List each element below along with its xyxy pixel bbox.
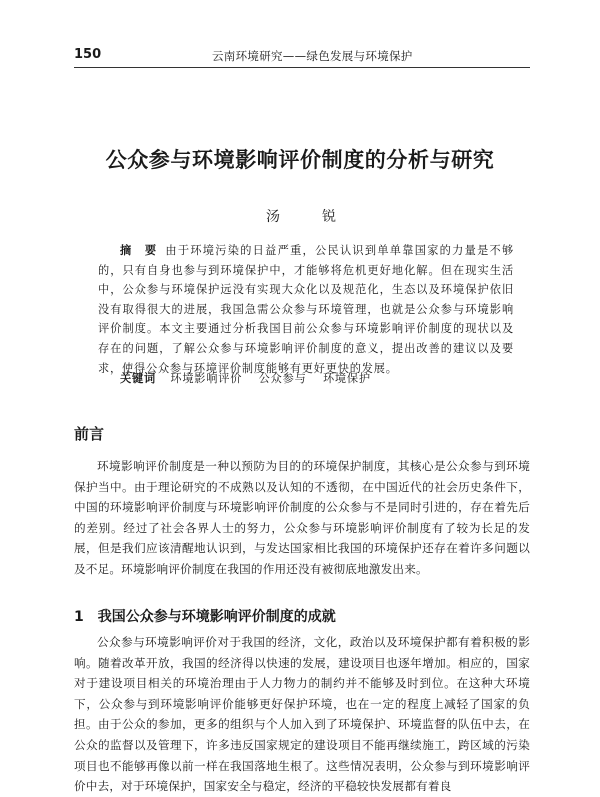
keyword: 公众参与 xyxy=(258,372,307,385)
keyword: 环境保护 xyxy=(322,372,371,385)
section-number: 1 xyxy=(74,609,84,625)
keywords xyxy=(120,370,383,386)
abstract xyxy=(98,241,514,378)
abstract-label: 摘 要 xyxy=(120,244,158,257)
section-title: 我国公众参与环境影响评价制度的成就 xyxy=(97,609,336,625)
abstract-text: 由于环境污染的日益严重，公民认识到单单靠国家的力量是不够的，只有自身也参与到环境保护中，才能够将危机更好地化解。但在现实生活中，公众参与环境保护远没有实现大众化以及规范化，生态以及环境保护依旧没有取得很大的进展，我国急需公众参与环境管理，也就是公众参与环境影响评价制度。本文主要通过分析我国目前公众参与环境影响评价制度的现状以及存在的问题，了解公众参与环境影响评价制度的意义，提出改善的建议以及要求，使得公众参与环境评价制度能够有更好更快的发展。 xyxy=(98,244,514,375)
article-title: 公众参与环境影响评价制度的分析与研究 xyxy=(105,148,495,172)
intro-paragraph: 环境影响评价制度是一种以预防为目的的环境保护制度，其核心是公众参与到环境保护当中。由于理论研究的不成熟以及认知的不透彻，在中国近代的社会历史条件下，中国的环境影响评价制度与环境影响评价制度的公众参与不是同时引进的，存在着先后的差别。经过了社会各界人士的努力，公众参与环境影响评价制度有了较为长足的发展，但是我们应该清醒地认识到，与发达国家相比我国的环境保护还存在着许多问题以及不足。环境影响评价制度在我国的作用还没有被彻底地激发出来。 xyxy=(74,459,530,576)
journal-title: 云南环境研究——绿色发展与环境保护 xyxy=(212,49,413,63)
section1-paragraph: 公众参与环境影响评价对于我国的经济，文化，政治以及环境保护都有着积极的影响。随着改革开放，我国的经济得以快速的发展，建设项目也逐年增加。相应的，国家对于建设项目相关的环境治理由于人力物力的制约并不能够及时到位。在这种大环境下，公众参与到环境影响评价能够更好保护环境，也在一定的程度上减轻了国家的负担。由于公众的参加，更多的组织与个人加入到了环境保护、环境监督的队伍中去，在公众的监督以及管理下，许多违反国家规定的建设项目不能再继续施工，跨区域的污染项目也不能够再像以前一样在我国落地生根了。这些情况表明，公众参与到环境影响评价中去，对于环境保护，国家安全与稳定，经济的平稳较快发展都有着良 xyxy=(74,635,530,794)
author-name: 汤 锐 xyxy=(266,209,350,225)
running-header xyxy=(74,45,530,68)
section-heading-intro: 前言 xyxy=(74,425,105,443)
page-number: 150 xyxy=(74,47,102,62)
keywords-label: 关键词 xyxy=(120,372,156,385)
section-heading-1 xyxy=(74,606,336,626)
keyword: 环境影响评价 xyxy=(170,372,243,385)
